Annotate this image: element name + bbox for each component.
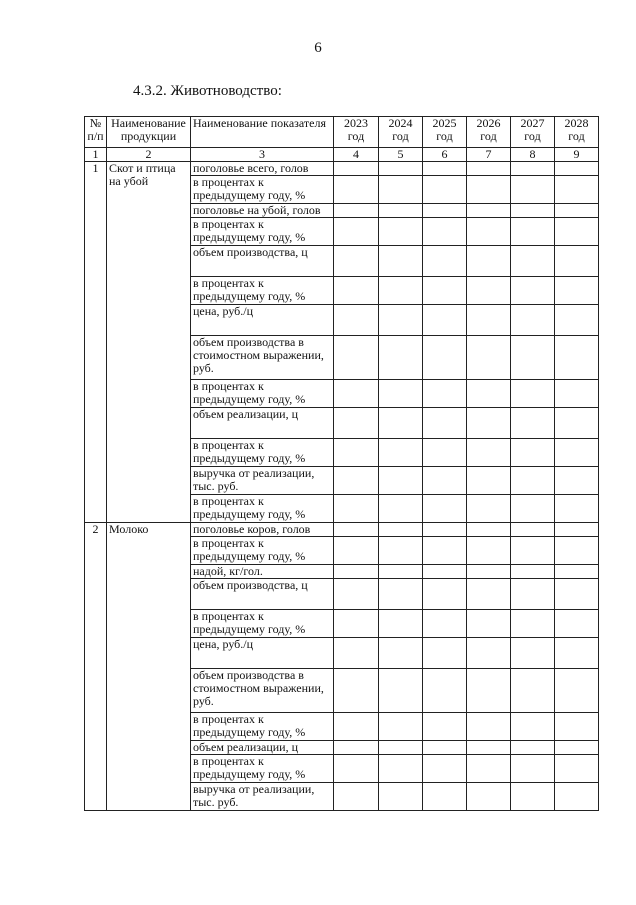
- column-number: 3: [191, 148, 334, 162]
- column-number: 7: [467, 148, 511, 162]
- value-cell: [467, 669, 511, 713]
- value-cell: [379, 408, 423, 439]
- value-cell: [334, 638, 379, 669]
- value-cell: [334, 162, 379, 176]
- value-cell: [423, 204, 467, 218]
- column-number: 6: [423, 148, 467, 162]
- value-cell: [379, 783, 423, 811]
- value-cell: [334, 669, 379, 713]
- value-cell: [467, 218, 511, 246]
- indicator-name: в процентах к предыдущему году, %: [191, 380, 334, 408]
- indicator-name: объем производства, ц: [191, 579, 334, 610]
- value-cell: [334, 305, 379, 336]
- value-cell: [467, 176, 511, 204]
- value-cell: [379, 537, 423, 565]
- value-cell: [334, 755, 379, 783]
- value-cell: [511, 610, 555, 638]
- indicator-name: поголовье на убой, голов: [191, 204, 334, 218]
- value-cell: [379, 277, 423, 305]
- value-cell: [423, 523, 467, 537]
- indicator-name: выручка от реализации, тыс. руб.: [191, 467, 334, 495]
- value-cell: [334, 579, 379, 610]
- value-cell: [555, 579, 599, 610]
- value-cell: [334, 408, 379, 439]
- indicator-name: поголовье коров, голов: [191, 523, 334, 537]
- value-cell: [555, 638, 599, 669]
- value-cell: [555, 523, 599, 537]
- value-cell: [423, 669, 467, 713]
- value-cell: [511, 305, 555, 336]
- value-cell: [555, 741, 599, 755]
- value-cell: [555, 495, 599, 523]
- indicator-name: в процентах к предыдущему году, %: [191, 610, 334, 638]
- value-cell: [467, 277, 511, 305]
- indicator-name: в процентах к предыдущему году, %: [191, 713, 334, 741]
- value-cell: [511, 439, 555, 467]
- value-cell: [379, 380, 423, 408]
- value-cell: [467, 380, 511, 408]
- value-cell: [555, 755, 599, 783]
- value-cell: [555, 565, 599, 579]
- indicator-name: цена, руб./ц: [191, 305, 334, 336]
- value-cell: [467, 204, 511, 218]
- value-cell: [334, 495, 379, 523]
- header-year-2023: 2023 год: [334, 117, 379, 148]
- indicator-name: выручка от реализации, тыс. руб.: [191, 783, 334, 811]
- value-cell: [379, 579, 423, 610]
- value-cell: [511, 204, 555, 218]
- indicator-name: в процентах к предыдущему году, %: [191, 755, 334, 783]
- value-cell: [511, 579, 555, 610]
- value-cell: [511, 246, 555, 277]
- value-cell: [334, 537, 379, 565]
- value-cell: [379, 305, 423, 336]
- value-cell: [379, 162, 423, 176]
- value-cell: [423, 638, 467, 669]
- header-year-2028: 2028 год: [555, 117, 599, 148]
- value-cell: [334, 565, 379, 579]
- value-cell: [423, 713, 467, 741]
- value-cell: [423, 741, 467, 755]
- indicator-name: объем производства в стоимостном выражении, руб.: [191, 669, 334, 713]
- value-cell: [555, 467, 599, 495]
- value-cell: [467, 741, 511, 755]
- header-indicator: Наименование показателя: [191, 117, 334, 148]
- value-cell: [555, 783, 599, 811]
- value-cell: [423, 408, 467, 439]
- value-cell: [334, 218, 379, 246]
- value-cell: [467, 467, 511, 495]
- value-cell: [467, 638, 511, 669]
- value-cell: [555, 610, 599, 638]
- header-no: № п/п: [85, 117, 107, 148]
- value-cell: [511, 783, 555, 811]
- value-cell: [511, 565, 555, 579]
- value-cell: [423, 439, 467, 467]
- value-cell: [511, 176, 555, 204]
- value-cell: [467, 162, 511, 176]
- header-product: Наименование продукции: [107, 117, 191, 148]
- value-cell: [423, 246, 467, 277]
- section-title: 4.3.2. Животноводство:: [133, 83, 282, 99]
- value-cell: [555, 204, 599, 218]
- value-cell: [511, 638, 555, 669]
- value-cell: [423, 755, 467, 783]
- value-cell: [379, 495, 423, 523]
- value-cell: [423, 218, 467, 246]
- value-cell: [334, 467, 379, 495]
- header-year-2025: 2025 год: [423, 117, 467, 148]
- value-cell: [467, 439, 511, 467]
- value-cell: [379, 713, 423, 741]
- value-cell: [379, 523, 423, 537]
- value-cell: [334, 277, 379, 305]
- column-number: 4: [334, 148, 379, 162]
- value-cell: [423, 495, 467, 523]
- value-cell: [423, 610, 467, 638]
- value-cell: [467, 408, 511, 439]
- value-cell: [334, 783, 379, 811]
- header-year-2027: 2027 год: [511, 117, 555, 148]
- value-cell: [379, 246, 423, 277]
- value-cell: [511, 218, 555, 246]
- indicator-name: цена, руб./ц: [191, 638, 334, 669]
- page-number: 6: [314, 40, 322, 56]
- header-year-2026: 2026 год: [467, 117, 511, 148]
- value-cell: [555, 246, 599, 277]
- value-cell: [334, 610, 379, 638]
- indicator-name: в процентах к предыдущему году, %: [191, 218, 334, 246]
- product-name: Скот и птица на убой: [107, 162, 191, 523]
- value-cell: [423, 277, 467, 305]
- value-cell: [467, 565, 511, 579]
- value-cell: [467, 713, 511, 741]
- column-number: 8: [511, 148, 555, 162]
- value-cell: [555, 336, 599, 380]
- value-cell: [511, 277, 555, 305]
- value-cell: [423, 579, 467, 610]
- value-cell: [423, 565, 467, 579]
- value-cell: [555, 176, 599, 204]
- value-cell: [511, 162, 555, 176]
- value-cell: [334, 439, 379, 467]
- value-cell: [467, 495, 511, 523]
- value-cell: [467, 305, 511, 336]
- value-cell: [555, 408, 599, 439]
- table-body: [85, 162, 599, 811]
- value-cell: [467, 537, 511, 565]
- value-cell: [379, 610, 423, 638]
- indicator-name: в процентах к предыдущему году, %: [191, 495, 334, 523]
- indicator-name: в процентах к предыдущему году, %: [191, 537, 334, 565]
- value-cell: [379, 336, 423, 380]
- column-number: 1: [85, 148, 107, 162]
- value-cell: [511, 741, 555, 755]
- value-cell: [511, 755, 555, 783]
- value-cell: [467, 336, 511, 380]
- row-number: 2: [85, 523, 107, 811]
- table-row: [85, 523, 599, 537]
- value-cell: [511, 669, 555, 713]
- value-cell: [334, 380, 379, 408]
- value-cell: [555, 162, 599, 176]
- value-cell: [379, 218, 423, 246]
- value-cell: [423, 783, 467, 811]
- value-cell: [467, 610, 511, 638]
- product-name: Молоко: [107, 523, 191, 811]
- indicator-name: поголовье всего, голов: [191, 162, 334, 176]
- value-cell: [379, 176, 423, 204]
- value-cell: [467, 755, 511, 783]
- value-cell: [334, 713, 379, 741]
- header-row: [85, 117, 599, 148]
- indicator-name: объем производства в стоимостном выражении, руб.: [191, 336, 334, 380]
- livestock-table: [84, 116, 599, 811]
- value-cell: [467, 523, 511, 537]
- value-cell: [555, 669, 599, 713]
- value-cell: [379, 669, 423, 713]
- value-cell: [423, 162, 467, 176]
- value-cell: [423, 467, 467, 495]
- value-cell: [467, 246, 511, 277]
- indicator-name: объем реализации, ц: [191, 741, 334, 755]
- table-row: [85, 162, 599, 176]
- value-cell: [555, 218, 599, 246]
- value-cell: [511, 380, 555, 408]
- value-cell: [334, 246, 379, 277]
- value-cell: [555, 713, 599, 741]
- value-cell: [555, 305, 599, 336]
- value-cell: [334, 336, 379, 380]
- value-cell: [555, 380, 599, 408]
- column-number: 5: [379, 148, 423, 162]
- value-cell: [379, 638, 423, 669]
- column-number-row: [85, 148, 599, 162]
- value-cell: [555, 439, 599, 467]
- indicator-name: в процентах к предыдущему году, %: [191, 439, 334, 467]
- value-cell: [511, 467, 555, 495]
- value-cell: [511, 537, 555, 565]
- value-cell: [379, 755, 423, 783]
- indicator-name: в процентах к предыдущему году, %: [191, 277, 334, 305]
- value-cell: [379, 204, 423, 218]
- column-number: 9: [555, 148, 599, 162]
- column-number: 2: [107, 148, 191, 162]
- row-number: 1: [85, 162, 107, 523]
- value-cell: [423, 176, 467, 204]
- value-cell: [379, 439, 423, 467]
- value-cell: [511, 408, 555, 439]
- value-cell: [467, 579, 511, 610]
- value-cell: [555, 277, 599, 305]
- value-cell: [334, 741, 379, 755]
- value-cell: [423, 537, 467, 565]
- value-cell: [511, 713, 555, 741]
- indicator-name: в процентах к предыдущему году, %: [191, 176, 334, 204]
- value-cell: [423, 305, 467, 336]
- indicator-name: объем реализации, ц: [191, 408, 334, 439]
- value-cell: [467, 783, 511, 811]
- value-cell: [511, 523, 555, 537]
- header-year-2024: 2024 год: [379, 117, 423, 148]
- value-cell: [334, 204, 379, 218]
- value-cell: [423, 380, 467, 408]
- value-cell: [379, 467, 423, 495]
- value-cell: [334, 176, 379, 204]
- value-cell: [555, 537, 599, 565]
- value-cell: [423, 336, 467, 380]
- value-cell: [379, 741, 423, 755]
- value-cell: [334, 523, 379, 537]
- indicator-name: надой, кг/гол.: [191, 565, 334, 579]
- value-cell: [511, 336, 555, 380]
- value-cell: [379, 565, 423, 579]
- indicator-name: объем производства, ц: [191, 246, 334, 277]
- value-cell: [511, 495, 555, 523]
